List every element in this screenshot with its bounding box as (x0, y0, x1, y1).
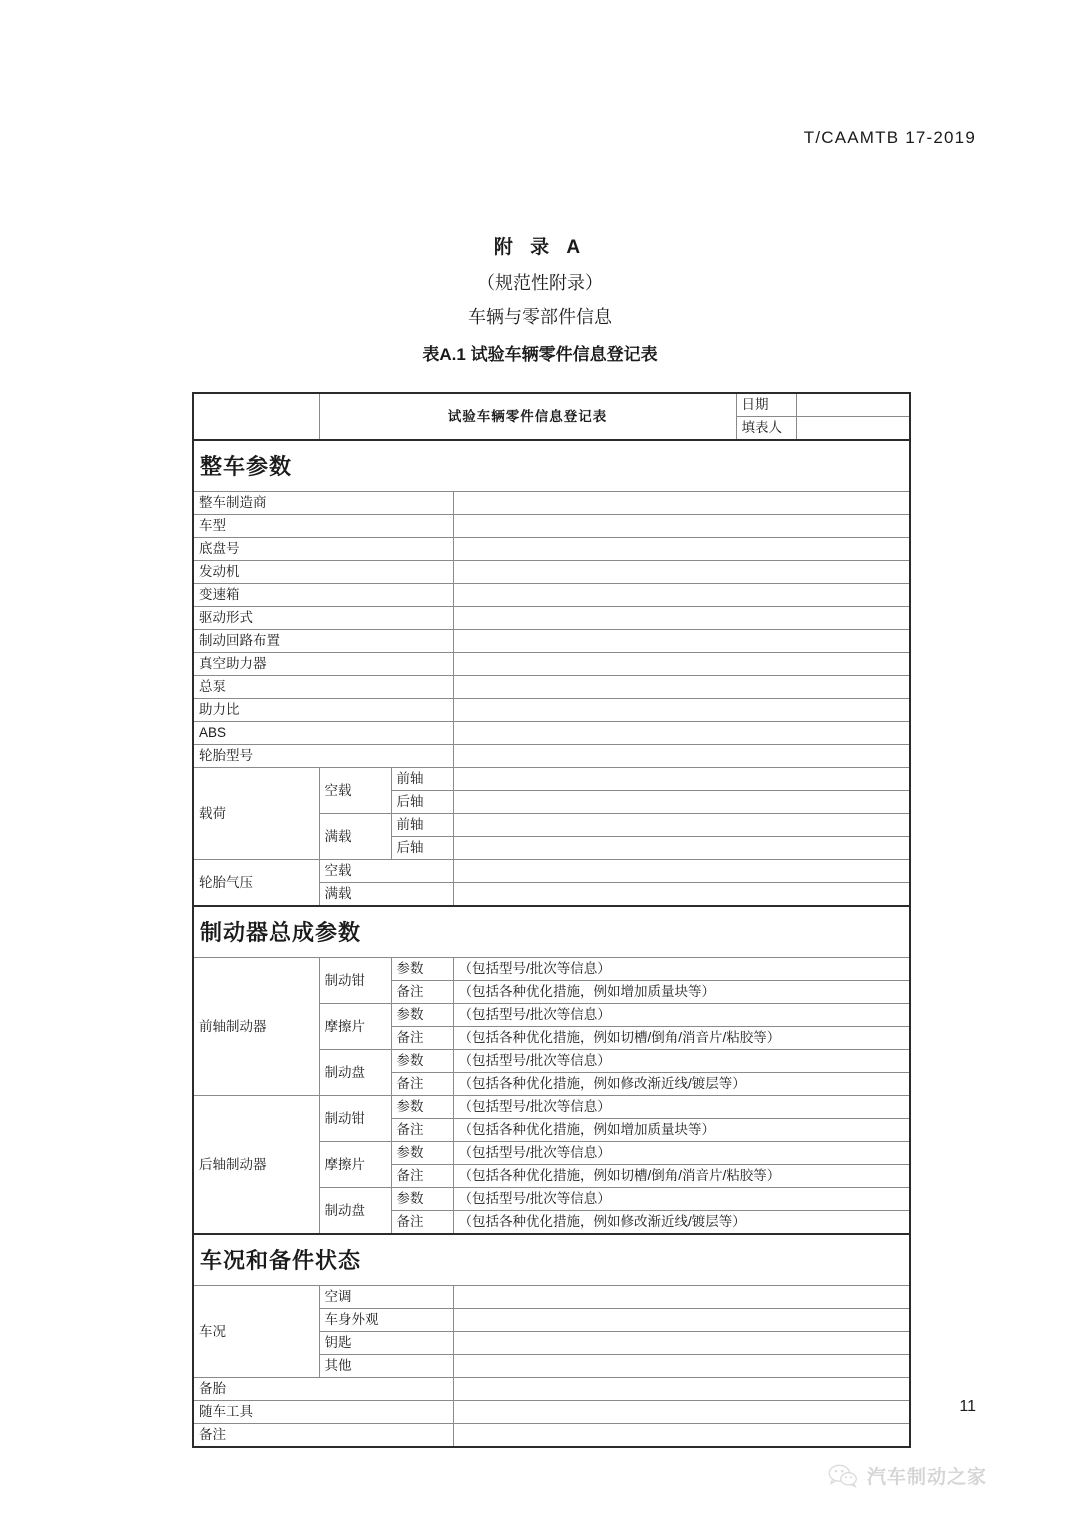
brake-axle-label: 后轴制动器 (193, 1096, 319, 1235)
row-value[interactable] (453, 722, 910, 745)
appendix-name: 车辆与零部件信息 (468, 307, 612, 327)
row-label: 轮胎型号 (193, 745, 453, 768)
watermark-label: 汽车制动之家 (867, 1467, 988, 1488)
brake-field-hint[interactable]: （包括各种优化措施，例如增加质量块等） (453, 1119, 910, 1142)
brake-field-hint[interactable]: （包括各种优化措施，例如切槽/倒角/消音片/粘胶等） (453, 1165, 910, 1188)
filler-label: 填表人 (736, 417, 796, 441)
table-row (193, 561, 910, 584)
row-value[interactable] (453, 538, 910, 561)
row-value[interactable] (453, 745, 910, 768)
condition-item-label: 其他 (319, 1355, 453, 1378)
appendix-subtitle: （规范性附录） (477, 273, 603, 293)
row-label: 变速箱 (193, 584, 453, 607)
appendix-titles (0, 232, 1080, 329)
table-row (193, 515, 910, 538)
load-group-label: 满载 (319, 814, 391, 860)
section-title-vehicle: 整车参数 (193, 440, 910, 492)
tire-pressure-value[interactable] (453, 860, 910, 883)
brake-field-label: 参数 (391, 1142, 453, 1165)
axle-label: 后轴 (391, 791, 453, 814)
table-header-row (193, 393, 910, 417)
header-blank-cell (193, 393, 319, 440)
table-row (193, 492, 910, 515)
appendix-heading: 附 录 A (493, 237, 587, 258)
brake-component-label: 摩擦片 (319, 1142, 391, 1188)
row-value[interactable] (453, 676, 910, 699)
table-row (193, 1286, 910, 1309)
condition-label: 车况 (193, 1286, 319, 1378)
table-row (193, 860, 910, 883)
axle-value[interactable] (453, 837, 910, 860)
watermark (828, 1462, 987, 1489)
table-row (193, 1424, 910, 1448)
brake-field-hint[interactable]: （包括型号/批次等信息） (453, 1188, 910, 1211)
row-label: 备注 (193, 1424, 453, 1448)
section-title-brake: 制动器总成参数 (193, 906, 910, 958)
table-row (193, 676, 910, 699)
brake-field-label: 备注 (391, 1027, 453, 1050)
table-row (193, 958, 910, 981)
tire-pressure-state: 满载 (319, 883, 453, 907)
row-value[interactable] (453, 492, 910, 515)
table-row (193, 1096, 910, 1119)
brake-field-hint[interactable]: （包括型号/批次等信息） (453, 1050, 910, 1073)
row-value[interactable] (453, 1378, 910, 1401)
brake-component-label: 制动钳 (319, 958, 391, 1004)
brake-field-label: 参数 (391, 958, 453, 981)
section-brake-params (193, 906, 910, 958)
table-row (193, 1401, 910, 1424)
row-label: 真空助力器 (193, 653, 453, 676)
row-value[interactable] (453, 515, 910, 538)
brake-field-hint[interactable]: （包括各种优化措施，例如修改渐近线/镀层等） (453, 1073, 910, 1096)
brake-field-label: 参数 (391, 1096, 453, 1119)
brake-field-label: 参数 (391, 1188, 453, 1211)
row-label: 底盘号 (193, 538, 453, 561)
axle-label: 前轴 (391, 768, 453, 791)
brake-component-label: 制动盘 (319, 1188, 391, 1235)
standard-number: T/CAAMTB 17-2019 (803, 128, 976, 147)
table-row (193, 653, 910, 676)
row-label: 整车制造商 (193, 492, 453, 515)
row-value[interactable] (453, 561, 910, 584)
condition-item-label: 空调 (319, 1286, 453, 1309)
brake-field-hint[interactable]: （包括各种优化措施，例如修改渐近线/镀层等） (453, 1211, 910, 1235)
table-row (193, 538, 910, 561)
brake-field-hint[interactable]: （包括各种优化措施，例如增加质量块等） (453, 981, 910, 1004)
table-row (193, 1378, 910, 1401)
tire-pressure-value[interactable] (453, 883, 910, 907)
date-label: 日期 (736, 393, 796, 417)
brake-component-label: 制动钳 (319, 1096, 391, 1142)
condition-item-value[interactable] (453, 1355, 910, 1378)
condition-item-label: 车身外观 (319, 1309, 453, 1332)
brake-field-label: 备注 (391, 981, 453, 1004)
table-caption: 表A.1 试验车辆零件信息登记表 (422, 345, 658, 364)
brake-component-label: 制动盘 (319, 1050, 391, 1096)
brake-field-hint[interactable]: （包括型号/批次等信息） (453, 1004, 910, 1027)
condition-item-value[interactable] (453, 1332, 910, 1355)
condition-item-label: 钥匙 (319, 1332, 453, 1355)
form-title: 试验车辆零件信息登记表 (319, 393, 736, 440)
table-row (193, 722, 910, 745)
row-label: 助力比 (193, 699, 453, 722)
load-group-label: 空载 (319, 768, 391, 814)
row-label: ABS (193, 722, 453, 745)
brake-field-label: 参数 (391, 1050, 453, 1073)
page-number: 11 (959, 1398, 976, 1415)
row-label: 随车工具 (193, 1401, 453, 1424)
row-label: 总泵 (193, 676, 453, 699)
row-value[interactable] (453, 584, 910, 607)
registration-form-table (192, 392, 909, 1448)
brake-component-label: 摩擦片 (319, 1004, 391, 1050)
brake-field-label: 备注 (391, 1165, 453, 1188)
table-row (193, 584, 910, 607)
date-value[interactable] (796, 393, 910, 417)
row-value[interactable] (453, 1401, 910, 1424)
table-row (193, 768, 910, 791)
brake-field-label: 参数 (391, 1004, 453, 1027)
row-label: 发动机 (193, 561, 453, 584)
table-row (193, 745, 910, 768)
axle-label: 前轴 (391, 814, 453, 837)
section-condition (193, 1234, 910, 1286)
row-label: 备胎 (193, 1378, 453, 1401)
section-vehicle-params (193, 440, 910, 492)
section-title-condition: 车况和备件状态 (193, 1234, 910, 1286)
tire-pressure-state: 空载 (319, 860, 453, 883)
axle-value[interactable] (453, 791, 910, 814)
brake-field-label: 备注 (391, 1119, 453, 1142)
axle-value[interactable] (453, 814, 910, 837)
row-value[interactable] (453, 630, 910, 653)
wechat-icon (828, 1464, 858, 1488)
row-label: 车型 (193, 515, 453, 538)
row-value[interactable] (453, 699, 910, 722)
filler-value[interactable] (796, 417, 910, 441)
table-row (193, 607, 910, 630)
brake-field-hint[interactable]: （包括各种优化措施，例如切槽/倒角/消音片/粘胶等） (453, 1027, 910, 1050)
brake-field-hint[interactable]: （包括型号/批次等信息） (453, 958, 910, 981)
row-value[interactable] (453, 653, 910, 676)
row-label: 驱动形式 (193, 607, 453, 630)
axle-label: 后轴 (391, 837, 453, 860)
brake-field-hint[interactable]: （包括型号/批次等信息） (453, 1096, 910, 1119)
row-value[interactable] (453, 607, 910, 630)
axle-value[interactable] (453, 768, 910, 791)
brake-field-hint[interactable]: （包括型号/批次等信息） (453, 1142, 910, 1165)
tire-pressure-label: 轮胎气压 (193, 860, 319, 907)
row-label: 制动回路布置 (193, 630, 453, 653)
brake-field-label: 备注 (391, 1211, 453, 1235)
brake-axle-label: 前轴制动器 (193, 958, 319, 1096)
row-value[interactable] (453, 1424, 910, 1448)
table-row (193, 699, 910, 722)
load-label: 载荷 (193, 768, 319, 860)
brake-field-label: 备注 (391, 1073, 453, 1096)
table-row (193, 630, 910, 653)
condition-item-value[interactable] (453, 1286, 910, 1309)
condition-item-value[interactable] (453, 1309, 910, 1332)
